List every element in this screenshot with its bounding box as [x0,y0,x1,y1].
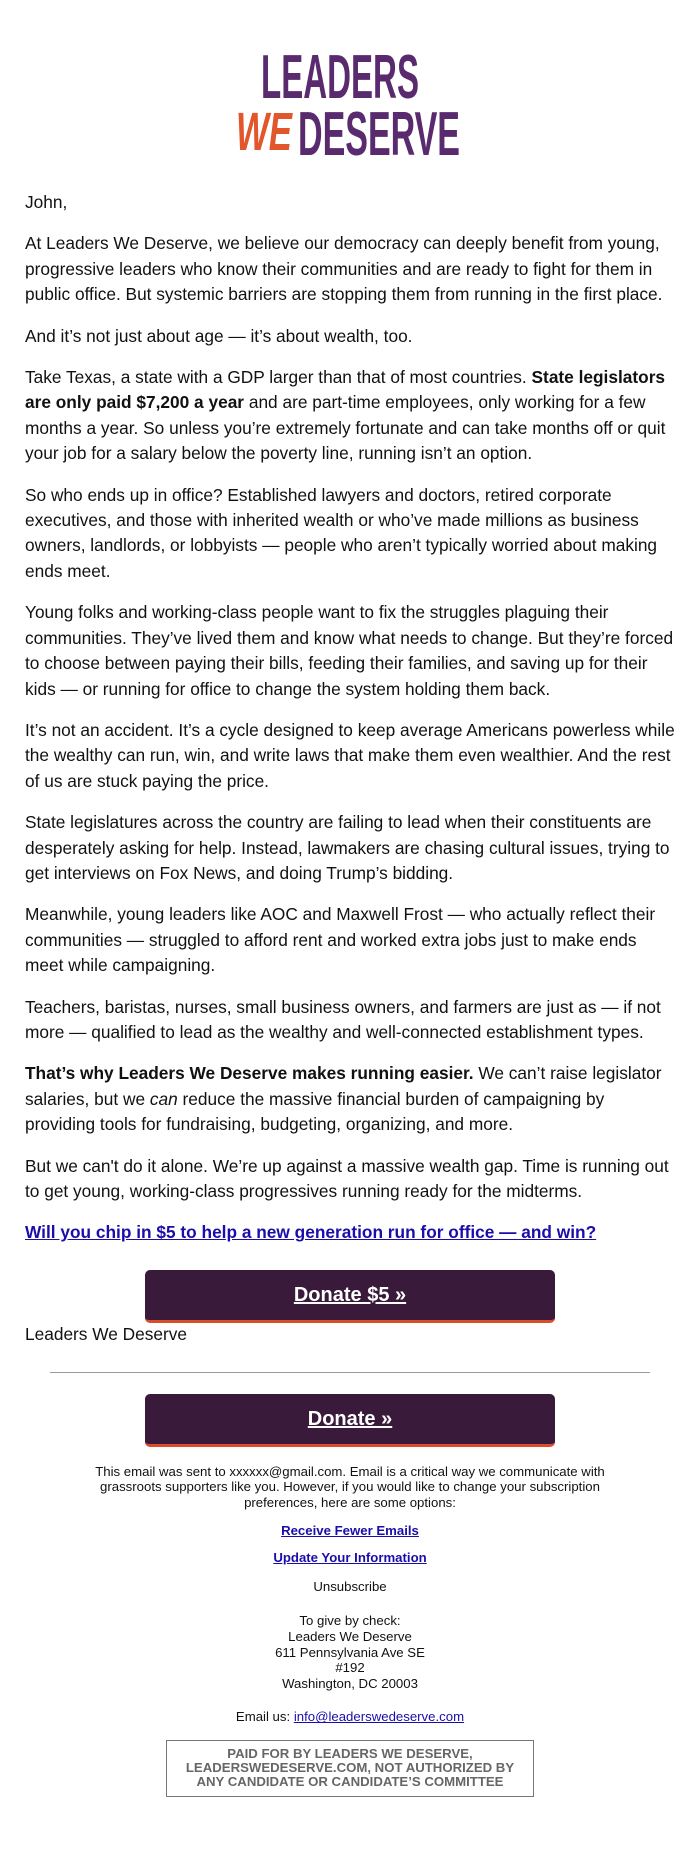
email-label: Email us: [235,1709,294,1725]
p3-bold: State legislators are only paid $7,200 a year [25,367,666,413]
paragraph-7: State legislatures across the country are failing to lead when their constituents are desperately asking for help. Instead, lawmakers are chasing cultural issues, trying to get interviews on Fox News, and doing Trump’s bidding. [25,812,670,883]
check-org: Leaders We Deserve [288,1628,412,1644]
divider [50,1372,650,1373]
p10-text-b: reduce the massive financial burden of campaigning by providing tools for fundraising, budgeting, organizing, and more. [25,1088,605,1135]
paragraph-5: Young folks and working-class people want to fix the struggles plaguing their communities. They’ve lived them and know what needs to change. But they’re forced to choose between paying their bills, feeding their families, and saving up for their kids — or running for office to change the system holding them back. [25,602,674,699]
paragraph-1: At Leaders We Deserve, we believe our democracy can deeply benefit from young, progressive leaders who know their communities and are ready to fight for them in public office. But systemic barriers are stopping them from running in the first place. [25,233,663,305]
logo [0,0,700,182]
paragraph-9: Teachers, baristas, nurses, small business owners, and farmers are just as — if not more — qualified to lead as the wealthy and well-connected establishment types. [25,996,661,1042]
email-body [0,182,700,1345]
p10-em: can [149,1088,178,1109]
chip-in-link[interactable]: Will you chip in $5 to help a new generation run for office — and win? [25,1222,597,1243]
paragraph-6: It’s not an accident. It’s a cycle designed to keep average Americans powerless while the wealthy can run, win, and write laws that make them even wealthier. And the rest of us are stuck paying the price. [25,719,675,791]
receive-fewer-emails-link[interactable]: Receive Fewer Emails [281,1522,419,1538]
logo-graphic [0,0,700,182]
footer [0,1464,700,1725]
subscription-notice: This email was sent to xxxxxx@gmail.com. Email is a critical way we communicate with grassroots supporters like you. However, if you would like to change your subscription preferences, here are some options: [95,1463,605,1510]
donate-button[interactable]: Donate » [145,1394,555,1447]
paragraph-4: So who ends up in office? Established lawyers and doctors, retired corporate executives, and those with inherited wealth or who’ve made millions as business owners, landlords, or lobbyists — people who aren’t typically worried about making ends meet. [25,484,658,581]
paragraph-10 [25,1061,675,1137]
logo-we: WE [236,102,294,162]
unsubscribe-link[interactable]: Unsubscribe [313,1578,387,1594]
check-city: Washington, DC 20003 [282,1675,418,1691]
paragraph-2: And it’s not just about age — it’s about wealth, too. [25,325,413,346]
check-label: To give by check: [299,1613,401,1629]
logo-leaders: LEADERS [261,43,419,112]
check-street: 611 Pennsylvania Ave SE [275,1644,425,1660]
greeting: John, [25,192,68,212]
paid-for-by-disclaimer: PAID FOR BY LEADERS WE DESERVE, LEADERSWEDESERVE.COM, NOT AUTHORIZED BY ANY CANDIDATE OR CANDIDATE’S COMMITTEE [166,1740,534,1797]
paragraph-3 [25,365,675,467]
p3-text-a: Take Texas, a state with a GDP larger than that of most countries. [25,367,532,388]
check-suite: #192 [335,1660,365,1676]
paragraph-8: Meanwhile, young leaders like AOC and Maxwell Frost — who actually reflect their communities — struggled to afford rent and worked extra jobs just to make ends meet while campaigning. [25,904,656,976]
signature: Leaders We Deserve [25,1323,188,1344]
p10-bold: That’s why Leaders We Deserve makes running easier. [25,1063,474,1084]
email-us [70,1709,630,1725]
update-information-link[interactable]: Update Your Information [273,1550,427,1566]
paragraph-11: But we can't do it alone. We’re up against a massive wealth gap. Time is running out to get young, working-class progressives running ready for the midterms. [25,1155,669,1201]
logo-deserve: DESERVE [298,100,460,169]
email-address-link[interactable]: info@leaderswedeserve.com [293,1709,465,1725]
p3-text-b: and are part-time employees, only working for a few months a year. So unless you’re extremely fortunate and can take months off or quit your job for a salary below the poverty line, running isn’t an option. [25,392,666,464]
donate-5-button[interactable]: Donate $5 » [145,1270,555,1323]
check-address [70,1613,630,1691]
p10-text-a: We can’t raise legislator salaries, but we [25,1063,662,1109]
